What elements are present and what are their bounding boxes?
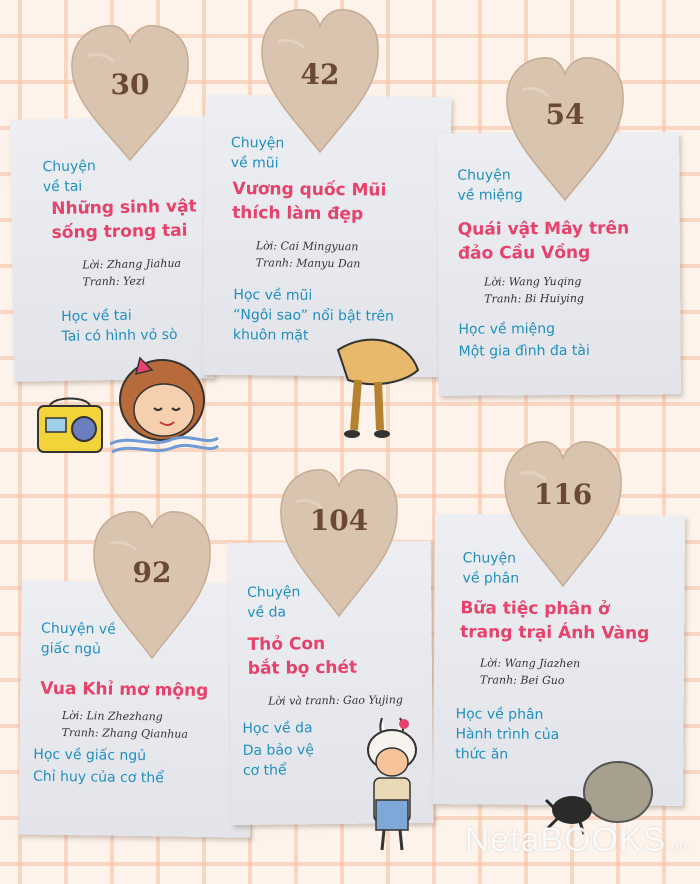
rabbit-girl-illustration [360,716,424,860]
heart-icon [276,466,402,618]
page-number: 104 [309,504,369,537]
card-lesson: Một gia đình đa tài [458,342,590,360]
card-learn-label: Học về tai [61,307,132,325]
card-lesson: “Ngôi sao” nổi bật trên khuôn mặt [232,307,395,344]
heart-pin-104 [276,466,402,618]
page-number: 54 [545,98,585,131]
card-title: Vương quốc Mũi thích làm đẹp [232,179,387,225]
card-illustrator: Tranh: Manyu Dan [255,256,361,271]
card-author: Lời: Wang Yuqing [484,274,582,289]
rabbit-girl-icon [360,716,424,856]
card-learn-label: Học về miệng [458,321,556,338]
card-lesson: Tai có hình vỏ sò [61,326,178,345]
heart-pin-42 [258,6,382,154]
card-author: Lời: Lin Zhezhang [61,708,163,724]
card-lesson: Hành trình của thức ăn [455,726,560,763]
card-author: Lời: Zhang Jiahua [82,256,182,272]
card-category: Chuyện về miệng [457,167,523,204]
card-learn-label: Học về giấc ngủ [33,746,147,765]
logo-text: NetaBOOKS [464,821,667,859]
heart-icon [500,438,626,588]
card-title: Vua Khỉ mơ mộng [40,678,209,702]
card-category: Chuyện về da [246,584,301,621]
card-illustrator: Tranh: Bei Guo [479,673,565,688]
card-category: Chuyện về phân [462,550,520,587]
logo-suffix: .vn [666,838,688,854]
card-category: Chuyện về giấc ngủ [40,620,116,658]
heart-pin-30 [68,22,192,162]
card-author: Lời và tranh: Gao Yujing [268,693,403,708]
card-learn-label: Học về da [242,720,313,737]
heart-pin-54 [502,54,628,202]
card-illustrator: Tranh: Yezi [82,274,146,289]
card-title: Bữa tiệc phân ở trang trại Ánh Vàng [460,598,650,644]
card-category: Chuyện về tai [42,158,96,196]
card-learn-label: Học về phân [455,706,544,723]
radio-icon [36,396,106,458]
card-category: Chuyện về mũi [230,134,285,172]
page-number: 30 [110,68,150,101]
page-number: 42 [300,58,340,91]
card-learn-label: Học về mũi [233,287,313,304]
card-illustrator: Tranh: Zhang Qianhua [61,725,189,741]
heart-pin-116 [500,438,626,588]
radio-illustration [36,396,106,462]
card-lesson: Da bảo vệ cơ thể [242,742,314,779]
card-illustrator: Tranh: Bi Huiying [484,291,584,306]
page-number: 92 [132,556,172,589]
nose-character-icon [318,330,428,442]
nose-character-illustration [318,330,428,446]
card-title: Thỏ Con bắt bọ chét [247,634,358,679]
netabooks-logo [465,821,688,860]
heart-pin-92 [90,508,214,660]
card-title: Quái vật Mây trên đảo Cầu Vồng [457,218,630,264]
girl-illustration [110,348,220,464]
page-number: 116 [533,478,593,511]
card-title: Những sinh vật sống trong tai [51,196,197,244]
girl-listening-icon [110,348,220,460]
card-author: Lời: Cai Mingyuan [255,239,359,254]
card-author: Lời: Wang Jiazhen [479,656,581,671]
card-lesson: Chỉ huy của cơ thể [32,768,164,787]
